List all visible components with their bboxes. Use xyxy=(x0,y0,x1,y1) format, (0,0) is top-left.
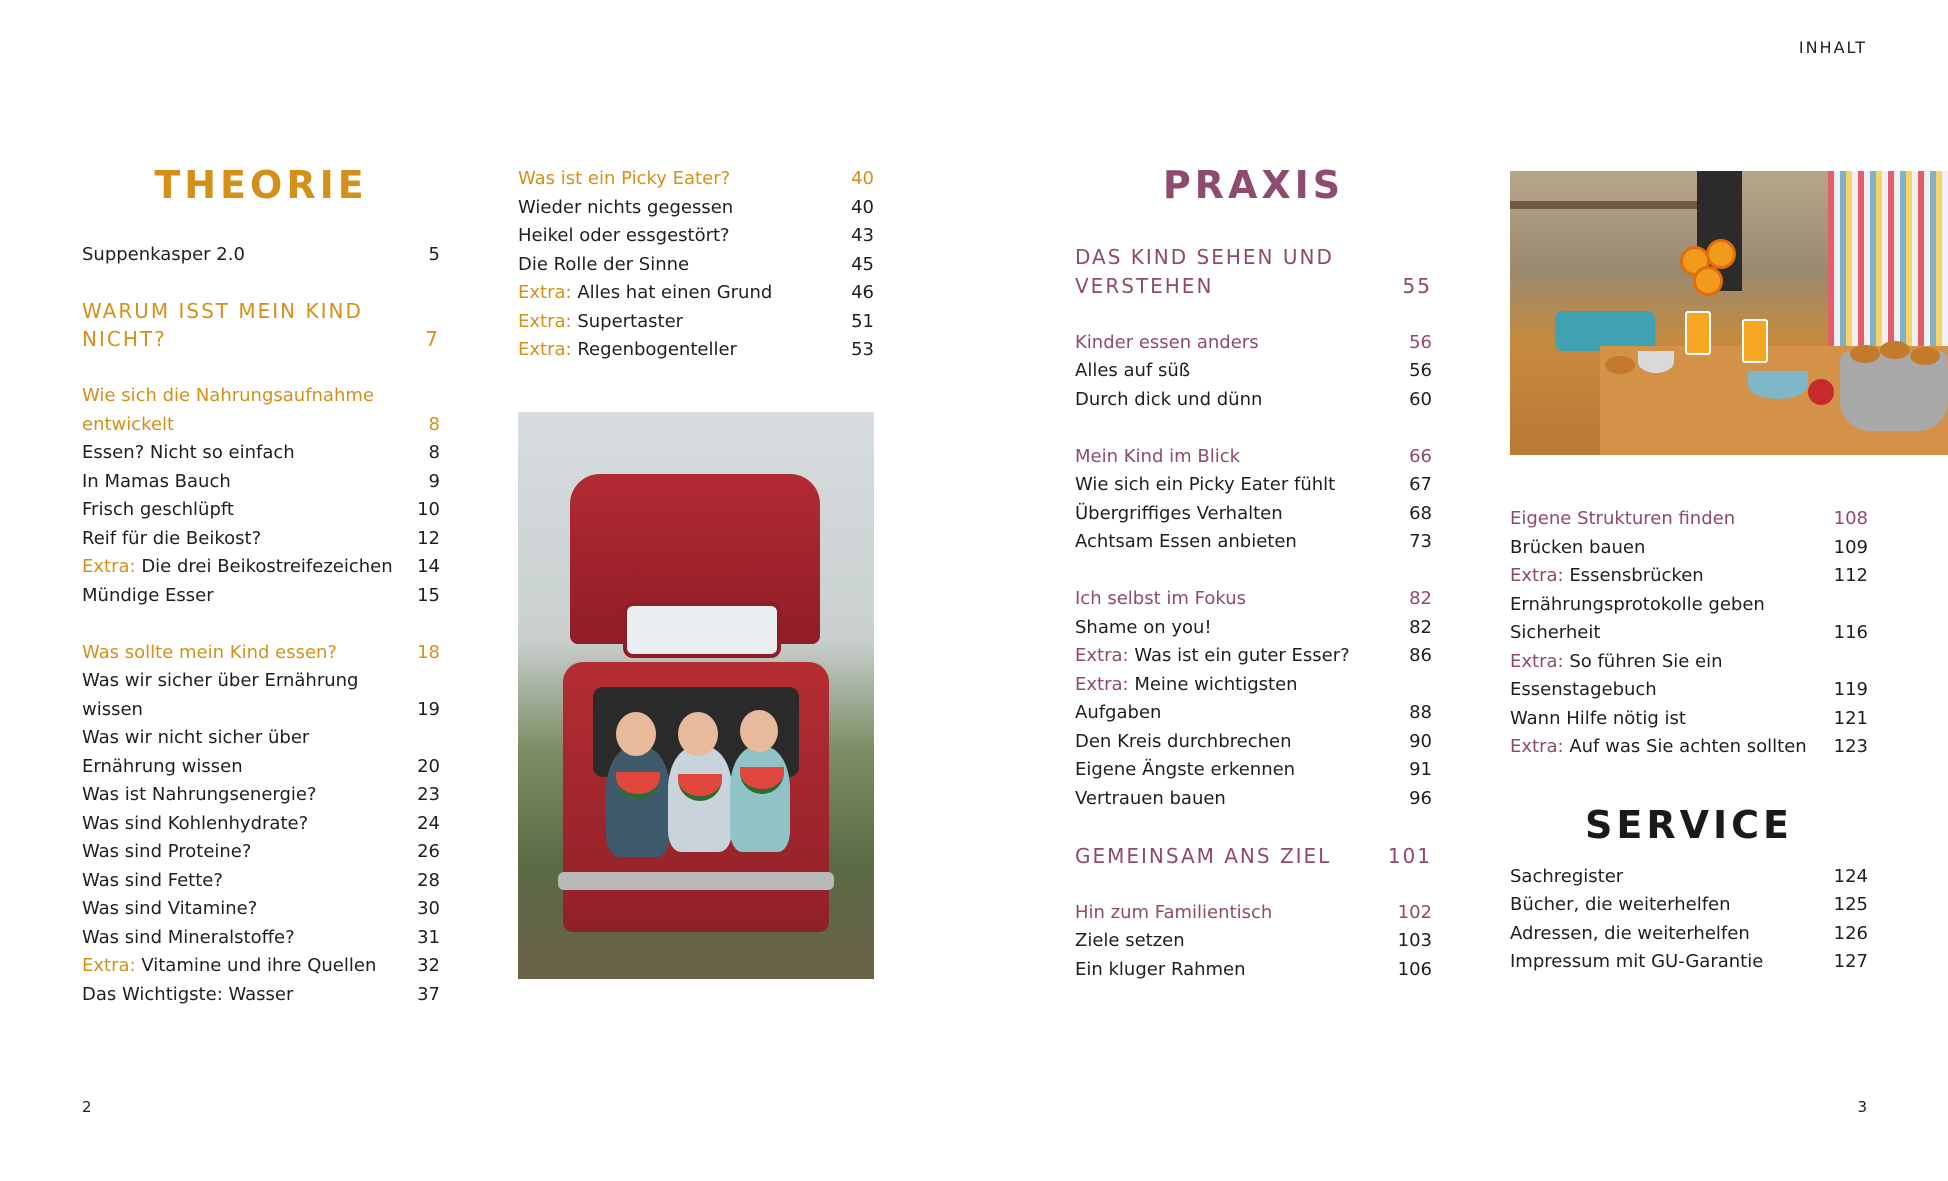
cup xyxy=(1638,351,1674,373)
toc-entry-page: 23 xyxy=(417,784,440,805)
toc-list xyxy=(82,439,440,610)
toc-entry-text: Übergriffiges Verhalten xyxy=(1075,502,1283,524)
toc-entry-title xyxy=(1510,562,1834,591)
toc-list xyxy=(1075,927,1432,984)
toc-subchapter[interactable] xyxy=(1510,505,1868,534)
toc-entry-text: Achtsam Essen anbieten xyxy=(1075,531,1297,552)
toc-entry[interactable] xyxy=(1510,676,1868,705)
toc-subchapter-page: 82 xyxy=(1409,588,1432,609)
toc-entry[interactable] xyxy=(82,496,440,525)
toc-subchapter[interactable] xyxy=(1075,899,1432,928)
toc-subchapter[interactable] xyxy=(1075,585,1432,614)
croissant xyxy=(1605,356,1635,374)
toc-chapter[interactable] xyxy=(1075,243,1432,272)
toc-entry[interactable] xyxy=(82,667,440,724)
toc-entry-page: 43 xyxy=(851,225,874,246)
toc-subchapter[interactable] xyxy=(82,382,440,411)
toc-entry-text: Was sind Kohlenhydrate? xyxy=(82,812,309,834)
toc-entry-title xyxy=(518,336,851,365)
toc-entry-title xyxy=(1075,756,1409,785)
toc-entry-page: 56 xyxy=(1409,360,1432,381)
toc-entry[interactable] xyxy=(82,439,440,468)
flower xyxy=(1706,239,1736,269)
toc-subchapter[interactable] xyxy=(82,639,440,668)
toc-entry-page: 106 xyxy=(1397,958,1432,980)
toc-subchapter-title: Hin zum Familientisch xyxy=(1075,901,1273,923)
toc-subchapter-cont[interactable] xyxy=(82,411,440,440)
toc-entry-page: 30 xyxy=(417,898,440,919)
toc-entry-page: 46 xyxy=(851,282,874,303)
toc-entry[interactable] xyxy=(82,781,440,810)
toc-entry-title xyxy=(518,308,851,337)
toc-entry-title xyxy=(1075,642,1409,671)
toc-entry-page: 5 xyxy=(428,244,440,265)
toc-entry-title xyxy=(82,981,417,1010)
toc-subchapter-page: 108 xyxy=(1833,508,1868,529)
toc-entry-page: 68 xyxy=(1409,502,1432,524)
toc-entry[interactable] xyxy=(82,724,440,753)
toc-entry-title xyxy=(82,810,417,839)
toc-entry[interactable] xyxy=(1510,733,1868,762)
toc-entry-text: Alles hat einen Grund xyxy=(577,282,773,303)
bread-roll xyxy=(1850,345,1880,363)
toc-entry[interactable] xyxy=(518,336,874,365)
toc-entry-page: 88 xyxy=(1409,702,1432,723)
toc-entry-page: 28 xyxy=(417,869,440,891)
toc-entry-page: 10 xyxy=(417,499,440,520)
toc-entry[interactable] xyxy=(1075,671,1432,700)
bread-basket xyxy=(1840,351,1948,431)
toc-subchapter-page: 56 xyxy=(1409,331,1432,353)
photo-breakfast-table xyxy=(1510,171,1948,455)
toc-subchapter-page: 8 xyxy=(428,413,440,435)
toc-entry[interactable] xyxy=(82,867,440,896)
toc-entry-title xyxy=(1510,676,1834,705)
toc-entry[interactable] xyxy=(82,952,440,981)
toc-entry-text: Supertaster xyxy=(577,310,684,332)
toc-entry-text: Regenbogenteller xyxy=(577,339,737,360)
toc-entry-page: 37 xyxy=(417,983,440,1005)
theorie-heading: THEORIE xyxy=(154,163,368,207)
toc-entry-text: Vitamine und ihre Quellen xyxy=(141,955,377,976)
apple xyxy=(1808,379,1834,405)
toc-entry-text: Was ist Nahrungsenergie? xyxy=(82,784,317,805)
toc-entry-text: Heikel oder essgestört? xyxy=(518,225,730,246)
toc-entry-title xyxy=(82,496,417,525)
toc-chapter-page: 55 xyxy=(1402,273,1432,298)
toc-entry-text: Was sind Vitamine? xyxy=(82,898,258,919)
toc-entry-page: 116 xyxy=(1833,622,1868,643)
toc-entry[interactable] xyxy=(518,222,874,251)
toc-entry-text: Das Wichtigste: Wasser xyxy=(82,983,294,1005)
toc-subchapter-title: entwickelt xyxy=(82,413,175,435)
toc-entry-page: 31 xyxy=(417,926,440,948)
toc-entry-title xyxy=(82,468,429,497)
toc-entry-text: Meine wichtigsten xyxy=(1134,673,1298,695)
toc-entry-page: 96 xyxy=(1409,787,1432,809)
toc-list xyxy=(1075,471,1432,557)
toc-entry-page: 121 xyxy=(1833,707,1868,729)
bread-roll xyxy=(1910,347,1940,365)
toc-chapter-page: 7 xyxy=(425,327,440,351)
turquoise-chair xyxy=(1555,311,1655,351)
toc-entry-text: Shame on you! xyxy=(1075,616,1212,638)
toc-chapter-page: 101 xyxy=(1387,843,1432,868)
toc-entry-title xyxy=(1075,927,1398,956)
toc-entry-page: 124 xyxy=(1833,865,1868,887)
toc-entry-text: Aufgaben xyxy=(1075,702,1162,723)
toc-entry-title xyxy=(1075,956,1398,985)
toc-entry[interactable] xyxy=(1075,642,1432,671)
toc-entry-page: 67 xyxy=(1409,474,1432,495)
child-head xyxy=(740,710,778,752)
toc-entry-text: Wieder nichts gegessen xyxy=(518,196,734,218)
toc-entry-page: 123 xyxy=(1833,736,1868,757)
toc-list xyxy=(82,667,440,1009)
toc-entry-text: Was sind Fette? xyxy=(82,869,223,891)
toc-entry[interactable] xyxy=(1075,785,1432,814)
juice-glass xyxy=(1685,311,1711,355)
toc-entry[interactable] xyxy=(82,241,440,270)
child-figure xyxy=(730,747,790,852)
toc-entry-page: 19 xyxy=(417,698,440,720)
toc-entry-title xyxy=(1510,591,1868,620)
toc-entry-title xyxy=(1510,534,1834,563)
toc-list xyxy=(1510,534,1868,762)
toc-entry-title xyxy=(518,194,851,223)
toc-entry-title xyxy=(1075,471,1409,500)
toc-entry-title xyxy=(1075,671,1432,700)
toc-entry-title xyxy=(82,867,417,896)
toc-entry-text: Adressen, die weiterhelfen xyxy=(1510,922,1750,944)
child-head xyxy=(678,712,718,756)
toc-entry-page: 119 xyxy=(1833,679,1868,700)
toc-entry-page: 109 xyxy=(1833,536,1868,558)
toc-extra-prefix: Extra: xyxy=(518,282,572,303)
toc-chapter-title: NICHT? xyxy=(82,327,167,351)
toc-entry-text: Durch dick und dünn xyxy=(1075,388,1263,410)
toc-chapter-cont[interactable] xyxy=(1075,272,1432,301)
toc-entry[interactable] xyxy=(82,468,440,497)
car-window xyxy=(623,602,781,658)
toc-entry-text: Impressum mit GU-Garantie xyxy=(1510,951,1764,972)
toc-subchapter-title: Eigene Strukturen finden xyxy=(1510,508,1736,529)
toc-entry[interactable] xyxy=(1075,699,1432,728)
toc-list xyxy=(1075,357,1432,414)
child-figure xyxy=(606,747,670,857)
toc-entry[interactable] xyxy=(1510,591,1868,620)
toc-entry[interactable] xyxy=(1075,500,1432,529)
toc-entry[interactable] xyxy=(1510,648,1868,677)
toc-entry[interactable] xyxy=(1075,728,1432,757)
toc-entry-title xyxy=(1075,500,1409,529)
bread-roll xyxy=(1880,341,1910,359)
toc-entry-title xyxy=(518,222,851,251)
praxis-column-2 xyxy=(1510,505,1868,977)
praxis-column-1 xyxy=(1075,162,1432,984)
toc-chapter-title: VERSTEHEN xyxy=(1075,273,1214,298)
toc-extra-prefix: Extra: xyxy=(1510,736,1564,757)
toc-entry-page: 51 xyxy=(851,310,874,332)
toc-chapter-title: DAS KIND SEHEN UND xyxy=(1075,245,1334,269)
toc-extra-prefix: Extra: xyxy=(518,310,572,332)
toc-entry-text: Reif für die Beikost? xyxy=(82,527,262,549)
toc-entry[interactable] xyxy=(1075,471,1432,500)
toc-subchapter-page: 40 xyxy=(851,168,874,189)
toc-entry-text: Ernährungsprotokolle geben xyxy=(1510,593,1765,615)
toc-entry-text: Essensbrücken xyxy=(1569,565,1704,586)
toc-entry-page: 53 xyxy=(851,339,874,360)
toc-entry-text: Wie sich ein Picky Eater fühlt xyxy=(1075,474,1336,495)
toc-subchapter[interactable] xyxy=(1075,443,1432,472)
toc-entry-text: Wann Hilfe nötig ist xyxy=(1510,707,1686,729)
toc-subchapter-title: Wie sich die Nahrungsaufnahme xyxy=(82,385,374,406)
toc-extra-prefix: Extra: xyxy=(82,955,136,976)
toc-entry-title xyxy=(1510,891,1834,920)
toc-subchapter-title: Was sollte mein Kind essen? xyxy=(82,641,337,663)
page-number-right: 3 xyxy=(1857,1098,1867,1116)
toc-subchapter-page: 18 xyxy=(417,641,440,663)
toc-extra-prefix: Extra: xyxy=(1075,645,1129,666)
section-header-label: INHALT xyxy=(1798,38,1867,57)
toc-entry-title xyxy=(82,952,417,981)
toc-entry-title xyxy=(82,439,429,468)
toc-entry-title xyxy=(1510,863,1834,892)
toc-subchapter-page: 102 xyxy=(1397,901,1432,923)
toc-chapter[interactable] xyxy=(1075,842,1432,871)
toc-entry-text: Den Kreis durchbrechen xyxy=(1075,730,1292,752)
toc-entry-text: Sicherheit xyxy=(1510,622,1601,643)
toc-entry[interactable] xyxy=(1075,614,1432,643)
toc-entry-title xyxy=(1075,785,1409,814)
toc-entry[interactable] xyxy=(82,895,440,924)
toc-subchapter-title: Kinder essen anders xyxy=(1075,331,1259,353)
toc-entry-page: 126 xyxy=(1833,922,1868,944)
theorie-column-2 xyxy=(518,165,874,365)
kitchen-shelf xyxy=(1510,201,1700,209)
toc-entry-text: Essenstagebuch xyxy=(1510,679,1657,700)
toc-entry[interactable] xyxy=(82,981,440,1010)
toc-entry[interactable] xyxy=(1075,357,1432,386)
toc-extra-prefix: Extra: xyxy=(82,556,136,577)
toc-entry-page: 20 xyxy=(417,755,440,777)
toc-entry[interactable] xyxy=(1510,863,1868,892)
toc-entry[interactable] xyxy=(82,838,440,867)
praxis-heading: PRAXIS xyxy=(1162,163,1345,207)
toc-entry[interactable] xyxy=(1075,528,1432,557)
toc-entry-text: In Mamas Bauch xyxy=(82,470,231,492)
toc-entry-title xyxy=(82,724,440,753)
toc-entry-title xyxy=(82,781,417,810)
toc-entry[interactable] xyxy=(1075,756,1432,785)
toc-entry-page: 82 xyxy=(1409,616,1432,638)
toc-entry-text: Eigene Ängste erkennen xyxy=(1075,759,1296,780)
toc-entry-title xyxy=(82,582,417,611)
toc-entry-title xyxy=(1075,386,1409,415)
toc-entry-title xyxy=(1510,705,1834,734)
toc-entry[interactable] xyxy=(82,582,440,611)
toc-entry[interactable] xyxy=(518,251,874,280)
page-number-left: 2 xyxy=(82,1098,92,1116)
toc-entry-title xyxy=(1510,948,1834,977)
toc-entry[interactable] xyxy=(1510,534,1868,563)
toc-entry-page: 86 xyxy=(1409,645,1432,666)
toc-subchapter-page: 66 xyxy=(1409,445,1432,467)
toc-entry-text: Ziele setzen xyxy=(1075,930,1185,951)
toc-entry-text: Alles auf süß xyxy=(1075,360,1191,381)
toc-entry[interactable] xyxy=(1075,956,1432,985)
toc-chapter[interactable] xyxy=(82,297,440,326)
toc-entry-title: Suppenkasper 2.0 xyxy=(82,244,245,265)
toc-chapter-title: WARUM ISST MEIN KIND xyxy=(82,298,363,323)
toc-entry-page: 127 xyxy=(1833,951,1868,972)
toc-entry-title xyxy=(82,895,417,924)
toc-subchapter-title: Was ist ein Picky Eater? xyxy=(518,168,731,189)
toc-entry-title xyxy=(82,667,417,724)
toc-entry-text: Die Rolle der Sinne xyxy=(518,253,690,275)
toc-entry-text: Vertrauen bauen xyxy=(1075,787,1226,809)
toc-entry-page: 73 xyxy=(1409,531,1432,552)
toc-entry-text: Was ist ein guter Esser? xyxy=(1134,645,1350,666)
toc-entry-title xyxy=(1075,699,1409,728)
toc-entry-page: 24 xyxy=(417,812,440,834)
toc-entry-page: 12 xyxy=(417,527,440,549)
toc-entry-page: 40 xyxy=(851,196,874,218)
toc-entry[interactable] xyxy=(1075,927,1432,956)
toc-entry[interactable] xyxy=(82,553,440,582)
toc-entry-title xyxy=(1075,528,1409,557)
flower xyxy=(1693,266,1723,296)
toc-entry-text: So führen Sie ein xyxy=(1569,650,1723,672)
toc-extra-prefix: Extra: xyxy=(518,339,572,360)
toc-entry[interactable] xyxy=(518,279,874,308)
toc-list xyxy=(1510,863,1868,977)
toc-entry-text: Bücher, die weiterhelfen xyxy=(1510,894,1731,915)
toc-entry-page: 45 xyxy=(851,253,874,275)
cereal-bowl xyxy=(1748,371,1808,399)
toc-extra-prefix: Extra: xyxy=(1510,565,1564,586)
toc-entry-text: Was wir sicher über Ernährung wissen xyxy=(82,670,359,720)
toc-entry-page: 60 xyxy=(1409,388,1432,410)
toc-entry-text: Ein kluger Rahmen xyxy=(1075,958,1246,980)
toc-entry[interactable] xyxy=(1510,891,1868,920)
toc-entry-page: 91 xyxy=(1409,759,1432,780)
toc-entry[interactable] xyxy=(82,924,440,953)
theorie-column-1 xyxy=(82,162,440,1009)
juice-glass xyxy=(1742,319,1768,363)
toc-entry-text: Was wir nicht sicher über xyxy=(82,727,310,748)
toc-entry-title xyxy=(82,553,417,582)
toc-extra-prefix: Extra: xyxy=(1510,650,1564,672)
toc-subchapter[interactable] xyxy=(1075,329,1432,358)
toc-entry-title xyxy=(82,838,417,867)
toc-entry-page: 90 xyxy=(1409,730,1432,752)
toc-entry-title xyxy=(82,924,417,953)
toc-entry-title xyxy=(1075,614,1409,643)
toc-entry-text: Frisch geschlüpft xyxy=(82,499,234,520)
toc-entry-title xyxy=(1075,357,1409,386)
toc-entry[interactable] xyxy=(1510,920,1868,949)
toc-entry-title xyxy=(518,251,851,280)
child-head xyxy=(616,712,656,756)
toc-chapter-title: GEMEINSAM ANS ZIEL xyxy=(1075,843,1332,868)
toc-entry-title xyxy=(518,279,851,308)
toc-entry-title xyxy=(82,753,417,782)
toc-entry[interactable] xyxy=(518,308,874,337)
toc-entry-text: Was sind Proteine? xyxy=(82,841,252,862)
toc-entry-title xyxy=(1510,920,1834,949)
toc-entry-title xyxy=(1510,733,1834,762)
toc-entry[interactable] xyxy=(82,810,440,839)
toc-entry-text: Auf was Sie achten sollten xyxy=(1569,736,1807,757)
toc-entry[interactable] xyxy=(1510,619,1868,648)
toc-entry-page: 14 xyxy=(417,556,440,577)
toc-entry-page: 103 xyxy=(1397,930,1432,951)
toc-entry-title xyxy=(1075,728,1409,757)
toc-entry-text: Sachregister xyxy=(1510,865,1624,887)
toc-entry-text: Ernährung wissen xyxy=(82,755,243,777)
toc-entry[interactable] xyxy=(1075,386,1432,415)
toc-list xyxy=(1075,614,1432,814)
toc-entry-page: 15 xyxy=(417,584,440,606)
toc-entry[interactable] xyxy=(518,194,874,223)
toc-entry-title xyxy=(82,525,417,554)
toc-subchapter-title: Mein Kind im Blick xyxy=(1075,445,1241,467)
photo-children-in-car xyxy=(518,412,874,979)
car-bumper xyxy=(558,872,834,890)
toc-entry-title xyxy=(1510,648,1868,677)
toc-entry[interactable] xyxy=(1510,562,1868,591)
toc-entry-text: Mündige Esser xyxy=(82,584,214,606)
toc-entry[interactable] xyxy=(1510,705,1868,734)
toc-entry-page: 125 xyxy=(1833,894,1868,915)
toc-extra-prefix: Extra: xyxy=(1075,673,1129,695)
toc-subchapter-title: Ich selbst im Fokus xyxy=(1075,588,1247,609)
toc-entry-text: Essen? Nicht so einfach xyxy=(82,442,295,463)
toc-entry-page: 112 xyxy=(1833,565,1868,586)
striped-curtain xyxy=(1828,171,1948,361)
toc-chapter-cont[interactable] xyxy=(82,325,440,354)
toc-entry-page: 32 xyxy=(417,955,440,976)
toc-entry-page: 26 xyxy=(417,841,440,862)
toc-entry[interactable] xyxy=(82,525,440,554)
toc-entry-text: Was sind Mineralstoffe? xyxy=(82,926,295,948)
toc-entry-text: Brücken bauen xyxy=(1510,536,1646,558)
toc-entry-text: Die drei Beikostreifezeichen xyxy=(141,556,393,577)
service-heading: SERVICE xyxy=(1585,802,1793,847)
toc-entry-title xyxy=(1510,619,1834,648)
toc-list xyxy=(518,194,874,365)
toc-entry[interactable] xyxy=(82,753,440,782)
toc-entry-page: 9 xyxy=(428,470,440,492)
toc-entry[interactable] xyxy=(1510,948,1868,977)
toc-subchapter[interactable] xyxy=(518,165,874,194)
toc-entry-page: 8 xyxy=(428,442,440,463)
